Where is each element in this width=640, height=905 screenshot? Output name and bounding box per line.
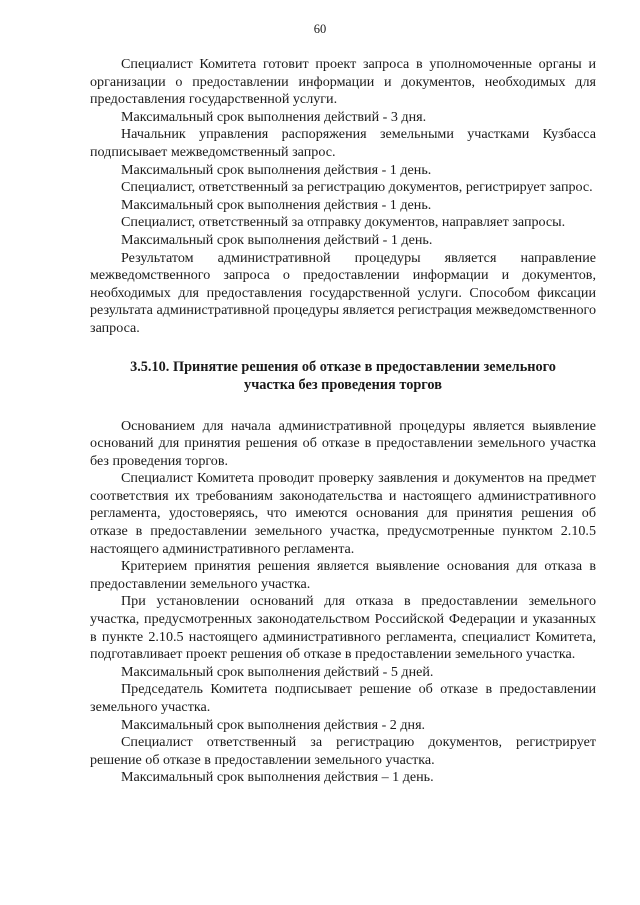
section-heading-line: участка без проведения торгов <box>244 376 442 393</box>
paragraph: Специалист, ответственный за регистрацию документов, регистрирует запрос. <box>121 179 593 196</box>
paragraph: Специалист Комитета готовит проект запроса в уполномоченные органы и организации о предоставлении информации и документов, необходимых для предоставления государственной услуги. <box>90 56 596 108</box>
paragraph: Максимальный срок выполнения действия - 1 день. <box>121 196 432 213</box>
paragraph: Максимальный срок выполнения действий - 3 дня. <box>121 108 427 125</box>
paragraph: Специалист Комитета проводит проверку заявления и документов на предмет соответствия их требованиям законодательства и настоящего административного регламента, удостоверяясь, что имеются основания для принятия решения об отказе в предоставлении земельного участка, предусмотренные пунктом 2.10.5 настоящего административного регламента. <box>90 470 596 557</box>
paragraph: Председатель Комитета подписывает решение об отказе в предоставлении земельного участка. <box>90 681 596 715</box>
page-number: 60 <box>313 22 327 36</box>
paragraph: Критерием принятия решения является выявление основания для отказа в предоставлении земельного участка. <box>90 558 596 592</box>
paragraph: Максимальный срок выполнения действия - 2 дня. <box>121 716 426 733</box>
paragraph: Максимальный срок выполнения действий - 1 день. <box>121 231 433 248</box>
paragraph: При установлении оснований для отказа в предоставлении земельного участка, предусмотренных законодательством Российской Федерации и указанных в пункте 2.10.5 настоящего административного регламента, специалист Комитета, подготавливает проект решения об отказе в предоставлении земельного участка. <box>90 593 596 663</box>
section-heading <box>90 358 596 394</box>
paragraph: Максимальный срок выполнения действий - 5 дней. <box>121 663 434 680</box>
paragraph: Специалист ответственный за регистрацию документов, регистрирует решение об отказе в предоставлении земельного участка. <box>90 734 596 768</box>
paragraph: Основанием для начала административной процедуры является выявление оснований для принятия решения об отказе в предоставлении земельного участка без проведения торгов. <box>90 417 596 469</box>
paragraph: Специалист, ответственный за отправку документов, направляет запросы. <box>121 214 566 231</box>
paragraph: Максимальный срок выполнения действия - 1 день. <box>121 161 432 178</box>
document-body <box>90 56 596 787</box>
paragraph: Максимальный срок выполнения действия – 1 день. <box>121 769 434 786</box>
paragraph: Начальник управления распоряжения земельными участками Кузбасса подписывает межведомственный запрос. <box>90 126 596 160</box>
section-heading-line: 3.5.10. Принятие решения об отказе в предоставлении земельного <box>130 358 556 375</box>
paragraph: Результатом административной процедуры является направление межведомственного запроса о предоставлении информации и документов, необходимых для предоставления государственной услуги. Способом фиксации результата административной процедуры является регистрация межведомственного запроса. <box>90 249 596 336</box>
